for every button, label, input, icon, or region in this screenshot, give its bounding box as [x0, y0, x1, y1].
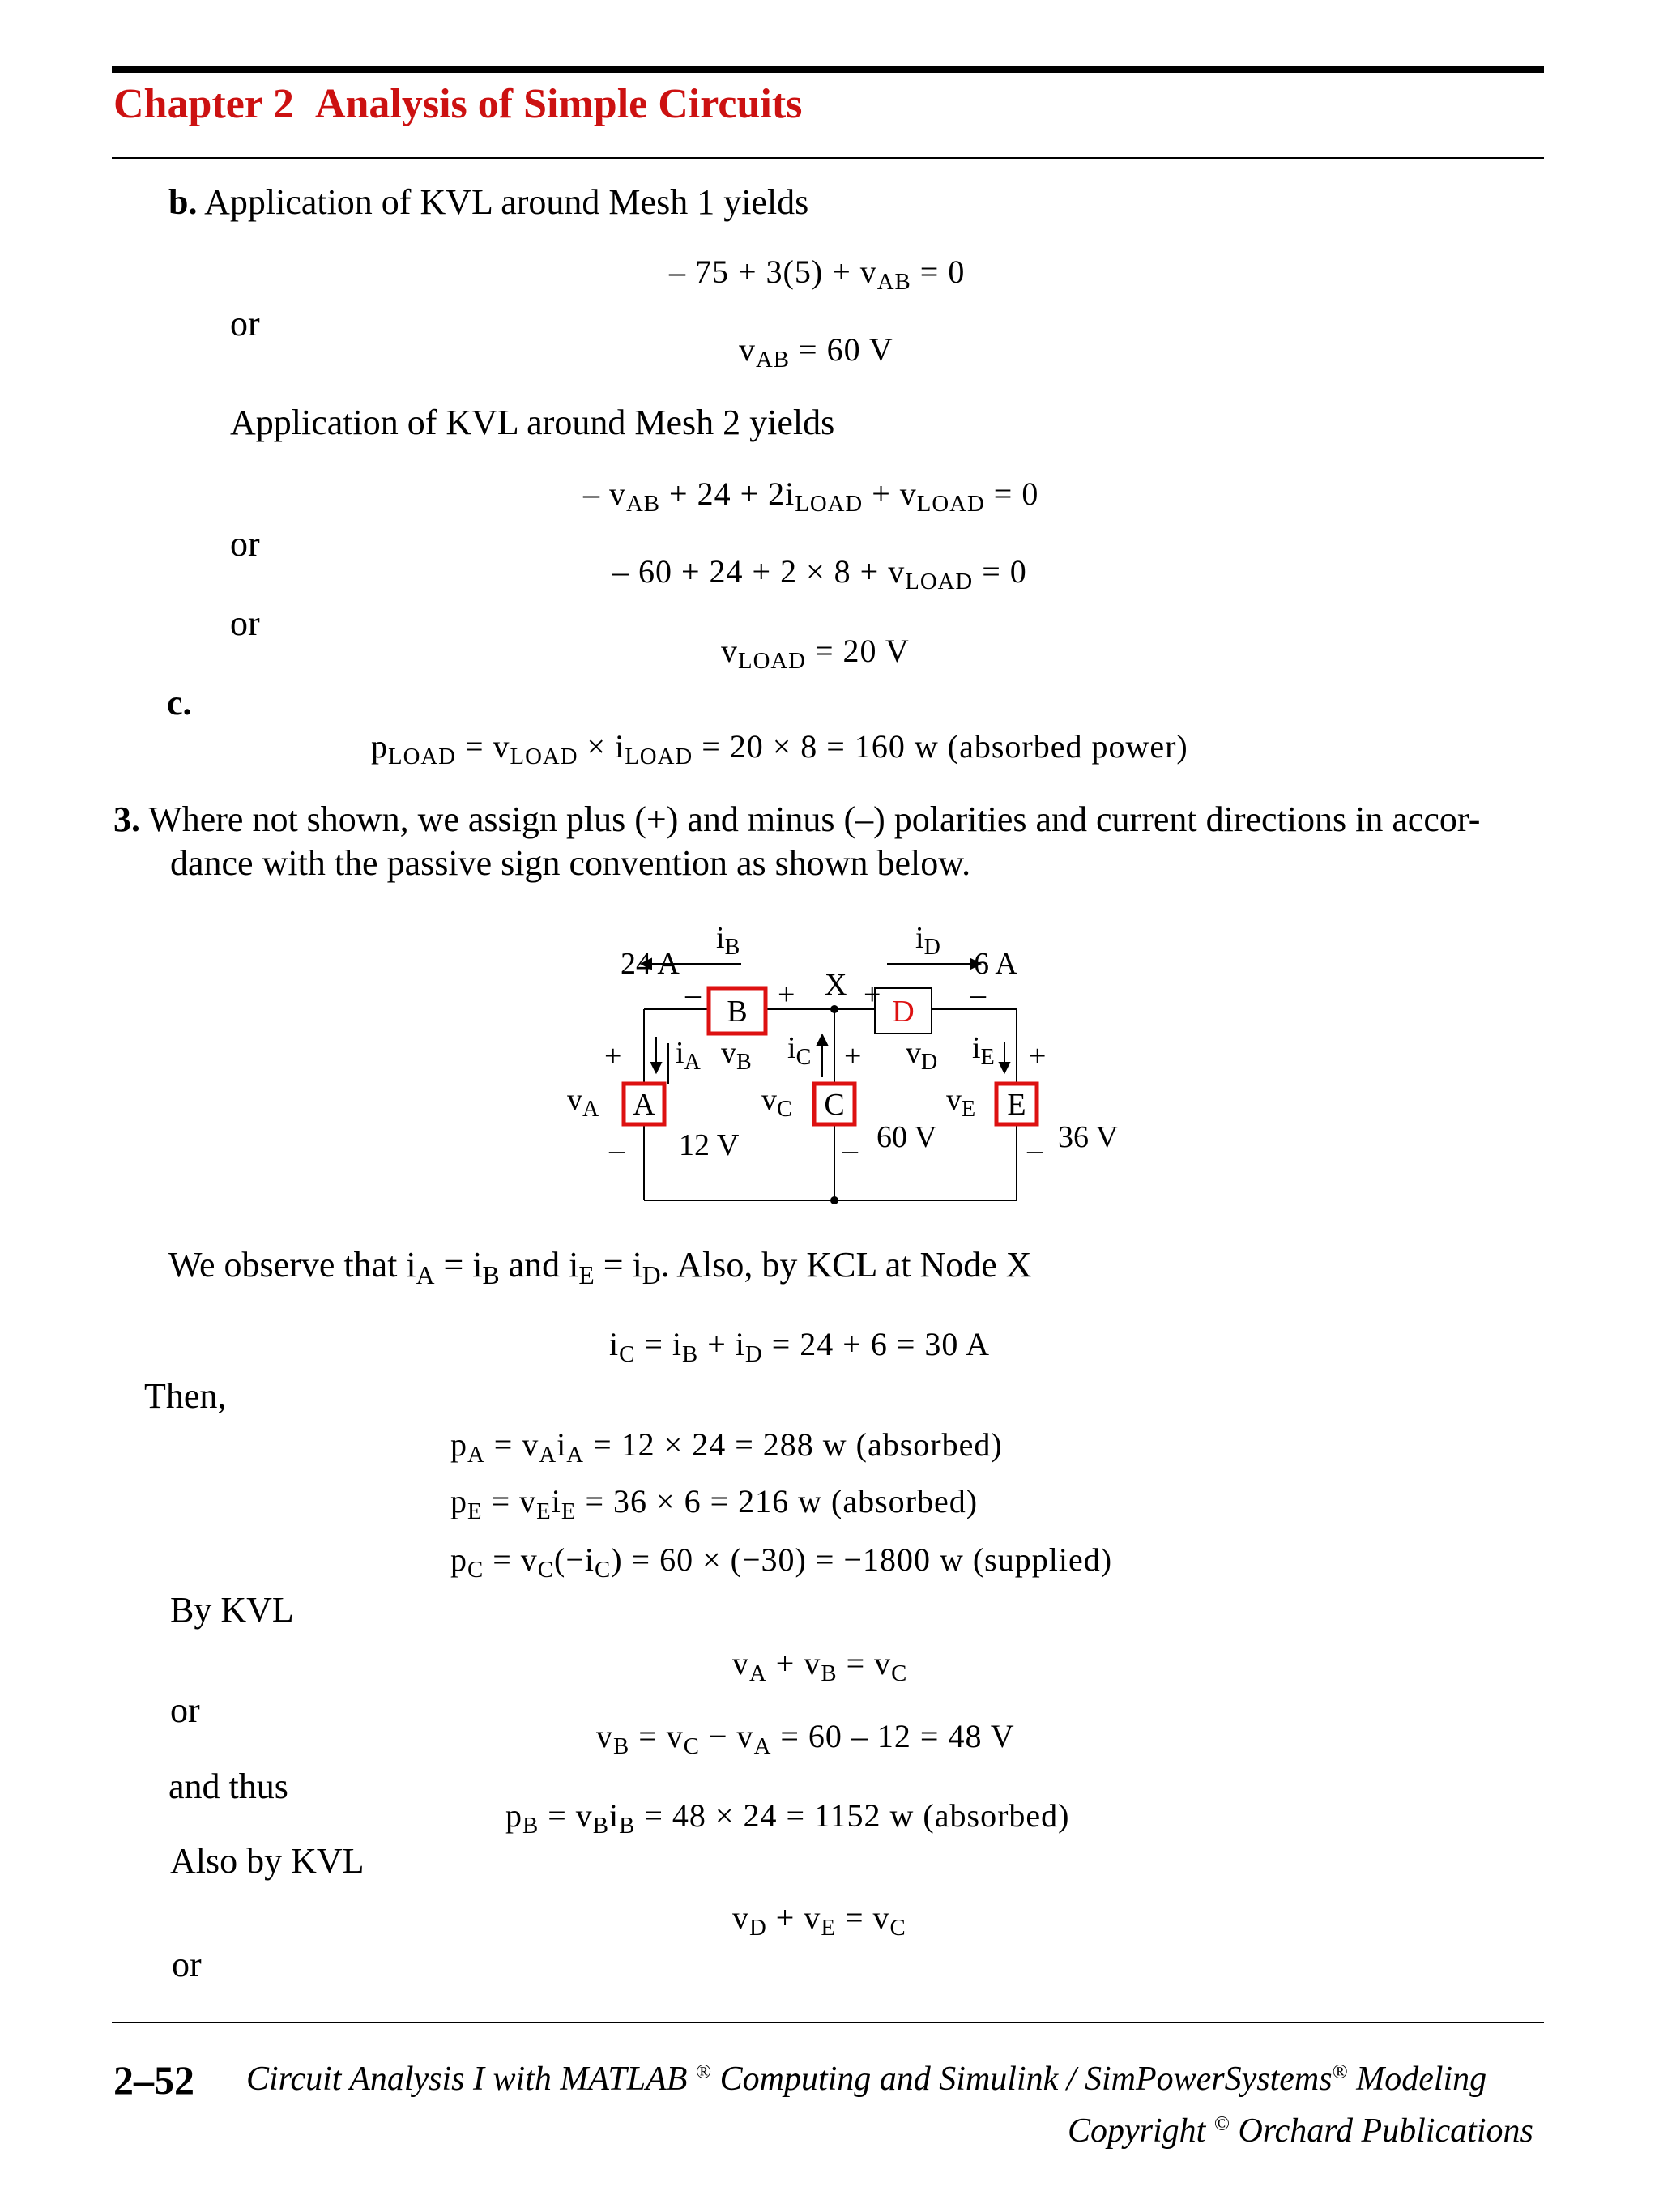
or-5: or — [172, 1945, 202, 1984]
part-b-intro — [168, 182, 809, 222]
footer-rule — [112, 2022, 1544, 2023]
problem-3-line2: dance with the passive sign convention as shown below. — [170, 843, 971, 883]
va-label: $v_A$ — [567, 1083, 599, 1122]
part-b-intro-text: Application of KVL around Mesh 1 yields — [204, 182, 809, 222]
e-plus: + — [1029, 1039, 1047, 1073]
box-e-label: E — [1007, 1088, 1026, 1122]
equation-pe: $p_E = v_Ei_E = 36 \times 6 = 216$ w (absorbed) — [450, 1483, 979, 1525]
ve-label: $v_E$ — [946, 1083, 976, 1122]
b-plus: + — [778, 978, 795, 1012]
mesh2-intro: Application of KVL around Mesh 2 yields — [230, 403, 835, 442]
a-minus: – — [609, 1133, 625, 1167]
or-3: or — [230, 603, 260, 643]
or-2: or — [230, 524, 260, 564]
equation-pa: $p_A = v_Ai_A = 12 \times 24 = 288$ w (absorbed) — [450, 1426, 1003, 1468]
e-minus: – — [1027, 1133, 1043, 1167]
copyright-line: Copyright © Orchard Publications — [1068, 2112, 1533, 2150]
equation-mesh2-sub: – $60 + 24 + 2 \times 8 + v_{LOAD} = 0$ — [612, 553, 1027, 595]
chapter-title: Analysis of Simple Circuits — [314, 81, 803, 127]
equation-mesh1: – $75 + 3(5) + v_{AB} = 0$ — [669, 254, 966, 296]
or-1: or — [230, 304, 260, 343]
i-right-label: 6 A — [974, 947, 1017, 981]
vd-label: $v_D$ — [906, 1036, 938, 1075]
equation-kvl2: $v_D + v_E = v_C$ — [732, 1899, 906, 1941]
part-c-label: c. — [167, 683, 192, 722]
id-label: $i_D$ — [915, 921, 940, 960]
c-minus: – — [842, 1133, 858, 1167]
equation-pb: $p_B = v_Bi_B = 48 \times 24 = 1152$ w (absorbed) — [505, 1797, 1070, 1839]
header-underline — [112, 157, 1544, 159]
equation-pload: $p_{LOAD} = v_{LOAD} \times i_{LOAD} = 20 \times 8 = 160$ w (absorbed power) — [371, 728, 1188, 770]
ie-label: $i_E$ — [972, 1031, 995, 1070]
equation-vload: $v_{LOAD} = 20$ V — [721, 633, 910, 675]
header-rule — [112, 66, 1544, 73]
v12-label: 12 V — [679, 1128, 740, 1162]
node-x-dot — [830, 1005, 838, 1013]
observe-line: We observe that $i_A = i_B$ and $i_E = i_D$. Also, by KCL at Node X — [168, 1245, 1032, 1289]
d-plus: + — [864, 978, 881, 1012]
ib-label: $i_B$ — [716, 921, 740, 960]
ic-label: $i_C$ — [787, 1031, 812, 1070]
ia-label: $i_A$ — [676, 1036, 701, 1075]
c-plus: + — [844, 1039, 862, 1073]
problem-3-number: 3. — [113, 799, 140, 839]
circuit-labels — [567, 921, 1119, 1167]
also-by-kvl-label: Also by KVL — [170, 1841, 365, 1881]
equation-pc: $p_C = v_C(-i_C) = 60 \times (-30) = -1800$ w (supplied) — [450, 1541, 1113, 1583]
vc-label: $v_C$ — [761, 1083, 792, 1122]
circuit-diagram — [543, 907, 1119, 1231]
vb-label: $v_B$ — [721, 1036, 752, 1075]
i-left-label: 24 A — [621, 947, 680, 981]
d-minus: – — [970, 978, 986, 1012]
and-thus-label: and thus — [168, 1767, 288, 1806]
equation-mesh2: – $v_{AB} + 24 + 2i_{LOAD} + v_{LOAD} = 0$ — [583, 475, 1039, 518]
v60-label: 60 V — [876, 1120, 937, 1154]
equation-vb: $v_B = v_C - v_A = 60 - 12 = 48$ V — [596, 1718, 1015, 1760]
a-plus: + — [604, 1039, 622, 1073]
page-number: 2–52 — [113, 2057, 194, 2103]
box-d-label: D — [892, 995, 915, 1029]
then-label: Then, — [144, 1376, 227, 1416]
box-a-label: A — [633, 1088, 655, 1122]
equation-vab: $v_{AB} = 60$ V — [739, 331, 893, 373]
or-4: or — [170, 1690, 200, 1730]
problem-3-line1: 3. Where not shown, we assign plus (+) and minus (–) polarities and current directions in accor- — [113, 799, 1481, 839]
v36-label: 36 V — [1058, 1120, 1119, 1154]
b-minus: – — [685, 978, 701, 1012]
chapter-number: Chapter 2 — [113, 81, 294, 127]
by-kvl-label: By KVL — [170, 1590, 294, 1630]
book-title: Circuit Analysis I with MATLAB ® Computing and Simulink / SimPowerSystems® Modeling — [246, 2061, 1487, 2098]
chapter-heading — [113, 83, 802, 126]
node-x-label: X — [825, 968, 847, 1002]
part-b-label: b. — [168, 182, 198, 222]
equation-ic: $i_C = i_B + i_D = 24 + 6 = 30$ A — [609, 1326, 991, 1368]
box-c-label: C — [824, 1088, 845, 1122]
equation-kvl1: $v_A + v_B = v_C$ — [732, 1645, 908, 1687]
box-b-label: B — [727, 995, 748, 1029]
node-bottom-dot — [830, 1196, 838, 1204]
